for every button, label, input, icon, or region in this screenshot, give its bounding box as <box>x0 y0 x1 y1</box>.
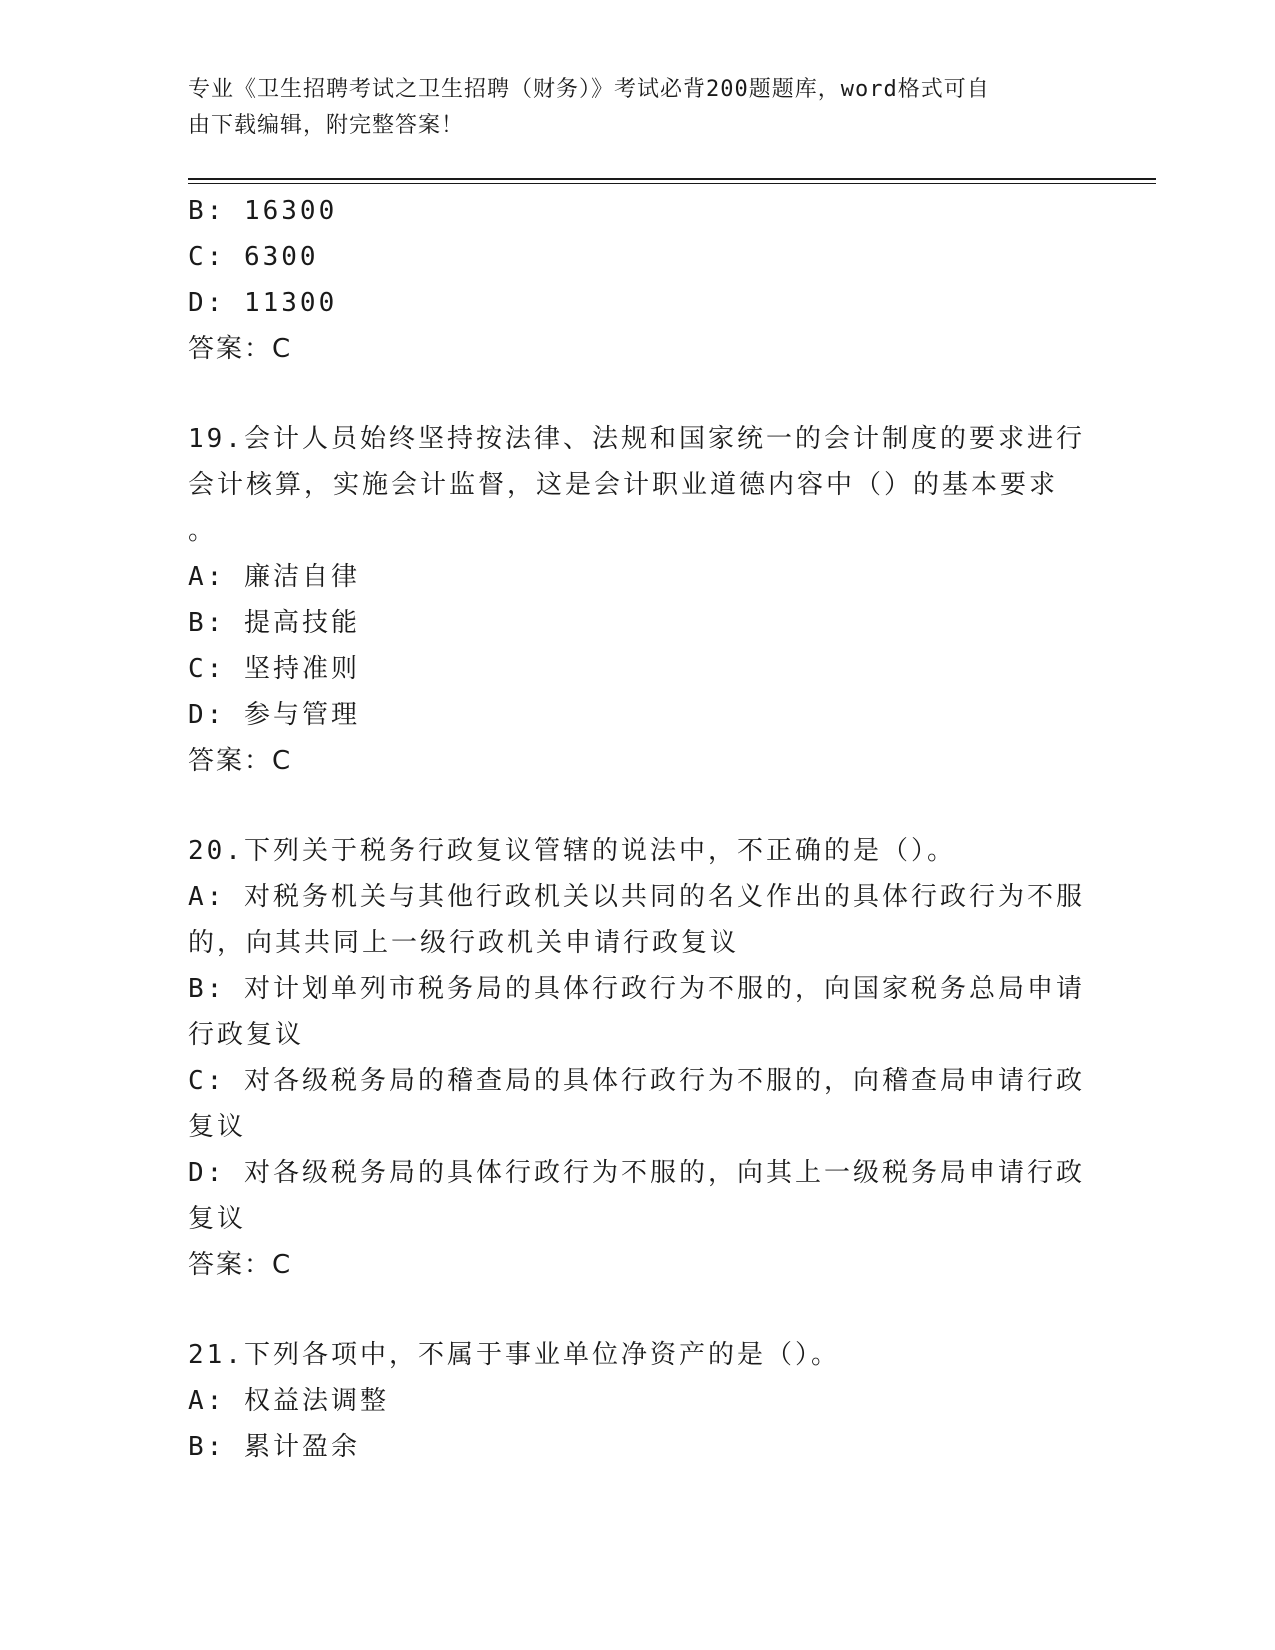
option-line: 行政复议 <box>188 1020 305 1050</box>
answer-line: 答案：C <box>188 334 293 364</box>
question-text-line: 会计核算，实施会计监督，这是会计职业道德内容中（）的基本要求 <box>188 470 1059 500</box>
option-line: D: 参与管理 <box>188 700 360 730</box>
answer-line: 答案：C <box>188 1250 293 1280</box>
option-line: B: 提高技能 <box>188 608 360 638</box>
question-spacer <box>188 372 1088 416</box>
option-line: B: 累计盈余 <box>188 1432 360 1462</box>
header-line-1: 专业《卫生招聘考试之卫生招聘（财务）》考试必背200题题库，word格式可自 <box>188 77 990 102</box>
option-line: 复议 <box>188 1112 247 1142</box>
question-text-line: 。 <box>188 516 218 546</box>
document-header <box>188 72 1068 144</box>
option-line: D: 11300 <box>188 288 338 318</box>
option-line: C: 6300 <box>188 242 319 272</box>
option-line: 复议 <box>188 1204 247 1234</box>
question-list <box>188 188 1088 1470</box>
question-spacer <box>188 784 1088 828</box>
option-line: D: 对各级税务局的具体行政行为不服的，向其上一级税务局申请行政 <box>188 1158 1085 1188</box>
header-divider-thin <box>188 183 1156 184</box>
option-line: 的，向其共同上一级行政机关申请行政复议 <box>188 928 740 958</box>
option-line: A: 权益法调整 <box>188 1386 389 1416</box>
header-line-2: 由下载编辑，附完整答案！ <box>188 113 465 138</box>
option-line: A: 廉洁自律 <box>188 562 360 592</box>
question-spacer <box>188 1288 1088 1332</box>
option-line: A: 对税务机关与其他行政机关以共同的名义作出的具体行政行为不服 <box>188 882 1085 912</box>
question-text-line: 20.下列关于税务行政复议管辖的说法中，不正确的是（）。 <box>188 836 956 866</box>
option-line: C: 坚持准则 <box>188 654 360 684</box>
header-divider-thick <box>188 178 1156 180</box>
option-line: B: 16300 <box>188 196 338 226</box>
answer-line: 答案：C <box>188 746 293 776</box>
question-text-line: 19.会计人员始终坚持按法律、法规和国家统一的会计制度的要求进行 <box>188 424 1085 454</box>
question-text-line: 21.下列各项中，不属于事业单位净资产的是（）。 <box>188 1340 840 1370</box>
option-line: C: 对各级税务局的稽查局的具体行政行为不服的，向稽查局申请行政 <box>188 1066 1085 1096</box>
option-line: B: 对计划单列市税务局的具体行政行为不服的，向国家税务总局申请 <box>188 974 1085 1004</box>
